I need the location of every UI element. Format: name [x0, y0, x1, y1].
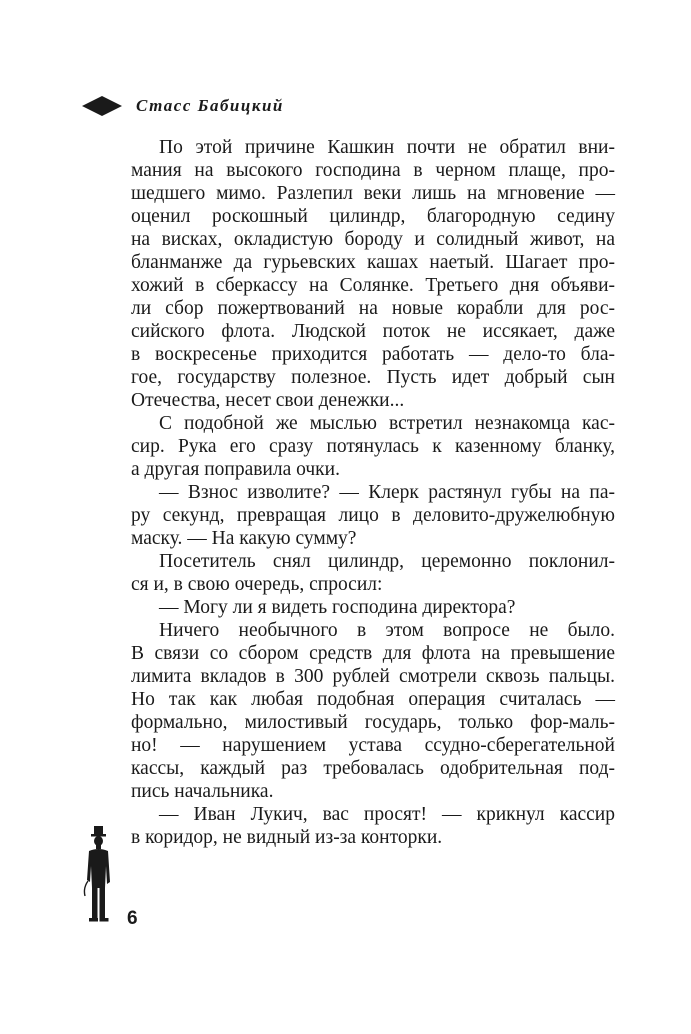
text-line: В связи со сбором средств для флота на превышение	[131, 643, 615, 664]
text-line: лимита вкладов в 300 рублей смотрели сквозь пальцы.	[131, 666, 615, 687]
text-line: но! — нарушением устава ссудно-сберегательной	[131, 735, 615, 756]
text-line: кассы, каждый раз требовалась одобрительная под-	[131, 758, 615, 779]
text-line: шедшего мимо. Разлепил веки лишь на мгновение —	[131, 183, 615, 204]
text-line: в коридор, не видный из-за конторки.	[131, 827, 443, 848]
text-line: сийского флота. Людской поток не иссякает, даже	[131, 321, 615, 342]
text-line: гое, государству полезное. Пусть идет добрый сын	[131, 367, 615, 388]
text-line: — Иван Лукич, вас просят! — крикнул кассир	[159, 804, 615, 825]
body-text	[131, 136, 615, 849]
text-line: пись начальника.	[131, 781, 274, 802]
text-line: хожий в сберкассу на Солянке. Третьего дня объяви-	[131, 275, 615, 296]
text-line: Отечества, несет свои денежки...	[131, 390, 405, 411]
text-line: С подобной же мыслью встретил незнакомца кас-	[159, 413, 615, 434]
text-line: Посетитель снял цилиндр, церемонно поклонил-	[159, 551, 615, 572]
text-line: в воскресенье приходится работать — дело-то бла-	[131, 344, 615, 365]
text-line: Ничего необычного в этом вопросе не было.	[159, 620, 615, 641]
text-line: а другая поправила очки.	[131, 459, 340, 480]
text-line: бланманже да гурьевских кашах наетый. Шагает про-	[131, 252, 615, 273]
text-line: сир. Рука его сразу потянулась к казенному бланку,	[131, 436, 615, 457]
diamond-ornament-icon	[82, 96, 122, 116]
text-line: — Могу ли я видеть господина директора?	[159, 597, 516, 618]
text-line: оценил роскошный цилиндр, благородную седину	[131, 206, 615, 227]
running-header	[82, 92, 284, 120]
text-line: формально, милостивый государь, только фор-маль-	[131, 712, 615, 733]
text-line: Но так как любая подобная операция считалась —	[131, 689, 615, 710]
gentleman-silhouette-icon	[80, 826, 114, 931]
page-number: 6	[127, 908, 138, 929]
text-line: на висках, окладистую бороду и солидный живот, на	[131, 229, 615, 250]
text-line: маску. — На какую сумму?	[131, 528, 357, 549]
text-line: По этой причине Кашкин почти не обратил вни-	[159, 137, 615, 158]
author-name: Стасс Бабицкий	[136, 96, 284, 115]
text-line: ся и, в свою очередь, спросил:	[131, 574, 383, 595]
text-line: ру секунд, превращая лицо в деловито-дружелюбную	[131, 505, 615, 526]
text-line: ли сбор пожертвований на новые корабли для рос-	[131, 298, 615, 319]
text-line: мания на высокого господина в черном плаще, про-	[131, 160, 615, 181]
text-line: — Взнос изволите? — Клерк растянул губы на па-	[159, 482, 615, 503]
